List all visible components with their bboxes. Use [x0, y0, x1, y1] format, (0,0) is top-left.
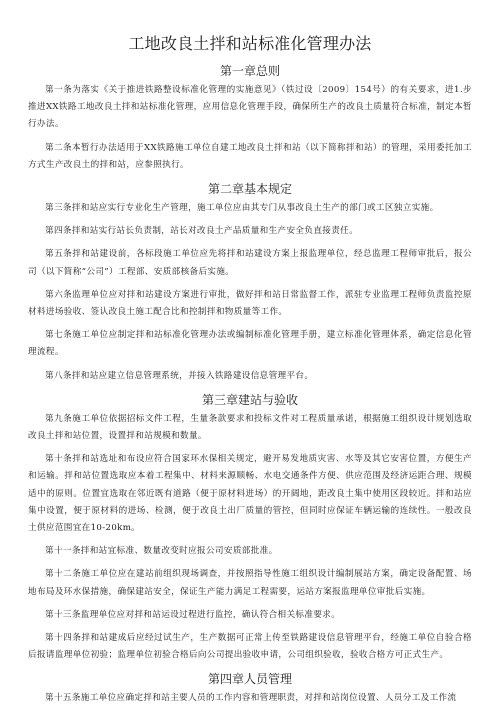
article-paragraph: 第十三条监理单位应对拌和站运设过程进行监控，确认符合相关标准要求。 — [45, 609, 341, 620]
article-paragraph: 第十二条施工单位应在建站前组织现场调查，并按照指导性施工组织设计编制展站方案，确定设备配置、场地布局及环水保措施，确保建站安全，保证生产能力满足工程需要，运站方案报监理单位审批后实施。 — [28, 569, 472, 597]
chapter-heading: 第四章人员管理 — [207, 672, 292, 687]
chapter-heading: 第一章总则 — [219, 64, 280, 78]
article-paragraph: 第五条拌和站建设前，各标段施工单位应先将拌和站建设方案上报监理单位，经总监理工程师审批后，报公司（以下简称“公司”）工程部、安质部核备后实施。 — [28, 249, 472, 277]
chapter-heading: 第三章建站与验收 — [201, 392, 298, 407]
article-paragraph: 第九条施工单位依据招标文件工程，生量条款要求和投标文件对工程质量承诺，根据施工组织设计规划选取改良土拌和站位置，设置拌和站规模和数量。 — [28, 413, 472, 442]
document-title: 工地改良土拌和站标准化管理办法 — [128, 34, 372, 53]
article-paragraph: 第十条拌和站选址和布设应符合国家环水保相关规定，避开易发地质灾害、水等及其它安害位置，方便生产和运输。拌和站位置选取应本着工程集中、材料来源顺畅、水电交通条件方便、供应范围及经济运距合理、规模适中的原则。位置宜选取在邻近既有道路（便于原材料进场）的开阔地，距改良土集中使用区段较近。拌和站应集中设置，便于原材料的进场、检测，便于改良土出厂质量的管控，但同时应保证车辆运输的连续性。一般改良土供应范围宜在10-20km。 — [28, 454, 472, 534]
article-paragraph: 第一条为落实《关于推进铁路整设标准化管理的实施意见》（铁过设〔2009〕154号）的有关要求，进1.步推进XX铁路工地改良土拌和站标准化管理，应用信息化管理手段，确保所生产的改良土质量符合标准，制定本暂行办法。 — [28, 85, 472, 130]
article-paragraph: 第十四条拌和站建成后应经过试生产，生产数据可正常上传至铁路建设信息管理平台，经施工单位自验合格后报请监理单位初验；监理单位初验合格后向公司提出验收申请，公司组织验收，验收合格方可正式生产。 — [28, 633, 472, 661]
article-paragraph: 第十五条施工单位应确定拌和站主要人员的工作内容和管理职责，对拌和站岗位设置、人员分工及工作流 — [45, 693, 457, 704]
article-paragraph: 第十一条拌和站宜标准、数量改变时应报公司安质部批准。 — [45, 546, 278, 557]
article-paragraph: 第八条拌和站应建立信息管理系统，并接入铁路建设信息管理平台。 — [45, 370, 314, 381]
article-paragraph: 第四条拌和站实行站长负责制，站长对改良土产品质量和生产安全负直接责任。 — [45, 226, 359, 237]
article-paragraph: 第六条监理单位应对拌和站建设方案进行审批，做好拌和站日常监督工作，派驻专业监理工程师负责监控原材料进场验收、签认改良土施工配合比和控制拌和物质量等工作。 — [28, 289, 472, 318]
article-paragraph: 第二条本暂行办法适用于XX铁路施工单位自建工地改良土拌和站（以下简称拌和站）的管理，采用委托加工方式生产改良土的拌和站，应参照执行。 — [28, 142, 472, 170]
article-paragraph: 第三条拌和站应实行专业化生产管理，施工单位应由其专门从事改良土生产的部门或工区独立实施。 — [45, 203, 439, 214]
article-paragraph: 第七条施工单位应制定拌和站标准化管理办法或编制标准化管理手册，建立标准化管理体系，确定信息化管理流程。 — [28, 330, 472, 358]
chapter-heading: 第二章基本规定 — [207, 182, 292, 197]
